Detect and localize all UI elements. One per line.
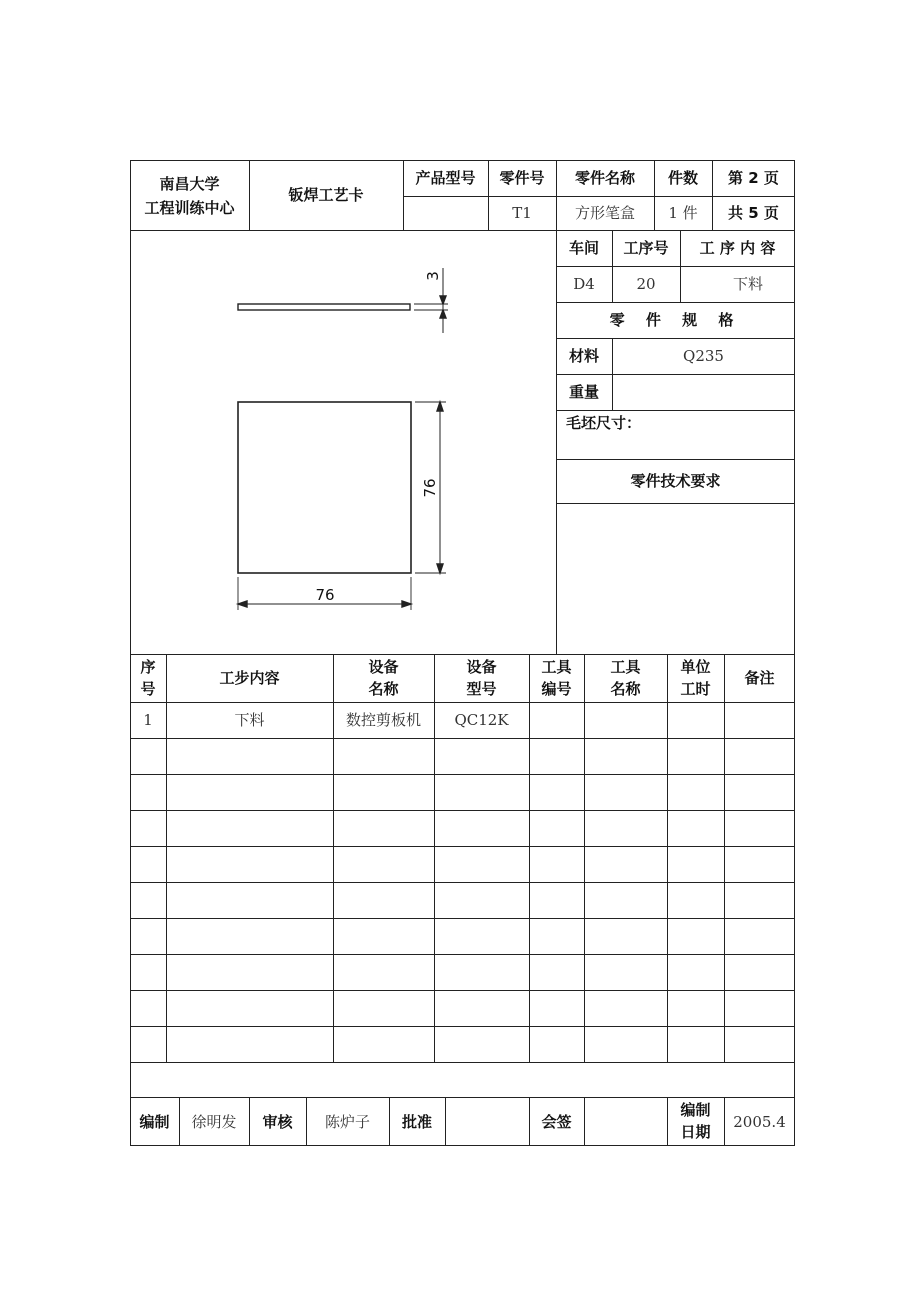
card-title: 钣焊工艺卡 xyxy=(288,186,364,204)
col-seq-header-1: 序 xyxy=(140,658,156,676)
col-content-header: 工步内容 xyxy=(219,669,280,687)
table-row-remark xyxy=(724,702,795,738)
col-remark-header: 备注 xyxy=(744,669,775,687)
col-unit-time-header-1: 单位 xyxy=(680,658,711,676)
col-tool-no-header-1: 工具 xyxy=(541,658,572,676)
part-name-value: 方形笔盒 xyxy=(574,204,635,222)
date-value: 2005.4 xyxy=(733,1112,786,1131)
product-model-label: 产品型号 xyxy=(415,169,476,187)
col-tool-no-header-2: 编号 xyxy=(541,680,572,698)
tech-req-title: 零件技术要求 xyxy=(630,472,721,490)
op-content-value: 下料 xyxy=(732,275,763,293)
approve-label: 批准 xyxy=(401,1112,432,1131)
col-tool-name-header-2: 名称 xyxy=(610,680,641,698)
spec-title: 零 件 规 格 xyxy=(609,311,742,329)
table-row-equip-name: 数控剪板机 xyxy=(345,711,421,729)
op-no-label: 工序号 xyxy=(623,239,669,257)
page-total: 共 5 页 xyxy=(728,204,779,222)
col-equip-name-header-1: 设备 xyxy=(368,658,399,676)
workshop-value: D4 xyxy=(573,275,595,293)
col-equip-model-header-2: 型号 xyxy=(466,680,497,698)
compiled-by-label: 编制 xyxy=(139,1112,170,1131)
review-value: 陈炉子 xyxy=(324,1112,370,1131)
weight-label: 重量 xyxy=(568,383,599,401)
date-label-2: 日期 xyxy=(680,1123,711,1141)
height-dimension: 76 xyxy=(421,478,439,498)
table-row-content: 下料 xyxy=(234,711,265,729)
quantity-label: 件数 xyxy=(667,169,698,187)
review-label: 审核 xyxy=(262,1112,293,1131)
material-label: 材料 xyxy=(568,347,599,365)
col-equip-model-header-1: 设备 xyxy=(466,658,497,676)
quantity-value: 1 件 xyxy=(668,204,698,222)
col-unit-time-header-2: 工时 xyxy=(680,680,711,698)
center-name: 工程训练中心 xyxy=(144,199,235,217)
school-name: 南昌大学 xyxy=(159,175,220,193)
top-view-plate xyxy=(238,402,411,573)
part-no-value: T1 xyxy=(512,204,532,222)
table-row-unit-time xyxy=(667,702,724,738)
col-tool-name-header-1: 工具 xyxy=(610,658,641,676)
table-row-equip-model: QC12K xyxy=(454,711,509,729)
col-equip-name-header-2: 名称 xyxy=(368,680,399,698)
workshop-label: 车间 xyxy=(568,239,599,257)
table-row-tool-name xyxy=(584,702,667,738)
width-dimension: 76 xyxy=(315,586,335,604)
col-seq-header-2: 号 xyxy=(140,680,156,698)
blank-size-label: 毛坯尺寸： xyxy=(566,414,642,432)
op-no-value: 20 xyxy=(636,275,656,293)
material-value: Q235 xyxy=(683,347,724,365)
part-name-label: 零件名称 xyxy=(574,169,635,187)
page-number: 第 2 页 xyxy=(728,169,779,187)
part-no-label: 零件号 xyxy=(499,169,545,187)
table-row-tool-no xyxy=(529,702,584,738)
compiled-by-value: 徐明发 xyxy=(191,1112,237,1131)
thickness-dimension: 3 xyxy=(424,271,442,281)
approve-value xyxy=(445,1097,529,1146)
op-content-label: 工 序 内 容 xyxy=(699,239,776,257)
date-label-1: 编制 xyxy=(680,1101,711,1119)
countersign-value xyxy=(584,1097,667,1146)
countersign-label: 会签 xyxy=(541,1112,572,1131)
side-view-plate xyxy=(238,304,410,310)
table-row-seq: 1 xyxy=(143,711,153,729)
